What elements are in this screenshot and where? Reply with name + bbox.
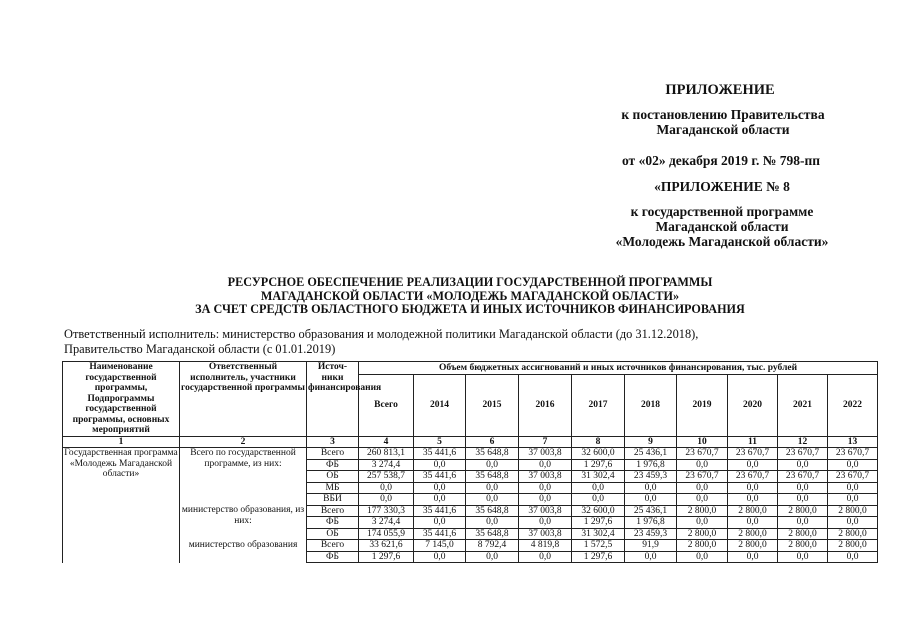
year-value-cell: 2 800,0 — [677, 540, 728, 552]
table-row — [63, 448, 878, 460]
funding-source-cell: ФБ — [307, 459, 359, 471]
year-value-cell: 4 819,8 — [519, 540, 572, 552]
year-value-cell: 35 648,8 — [466, 448, 519, 460]
col-header-year: 2014 — [414, 374, 466, 436]
year-value-cell: 0,0 — [625, 551, 677, 563]
total-value-cell: 1 297,6 — [359, 551, 414, 563]
year-value-cell: 23 459,3 — [625, 471, 677, 483]
responsible-cell: Всего по государственной программе, из них: — [180, 448, 307, 506]
year-value-cell: 0,0 — [466, 459, 519, 471]
year-value-cell: 2 800,0 — [778, 505, 828, 517]
col-header-program: Наименование государственной программы, Подпрограммы государственной программы, основных мероприятий — [63, 362, 180, 437]
year-value-cell: 0,0 — [414, 551, 466, 563]
year-value-cell: 0,0 — [778, 551, 828, 563]
responsible-executor — [64, 327, 698, 357]
year-value-cell: 0,0 — [728, 482, 778, 494]
year-value-cell: 23 670,7 — [778, 471, 828, 483]
year-value-cell: 2 800,0 — [828, 528, 878, 540]
year-value-cell: 0,0 — [519, 517, 572, 529]
column-index-cell: 3 — [307, 436, 359, 448]
program-reference — [605, 204, 839, 249]
total-value-cell: 0,0 — [359, 482, 414, 494]
year-value-cell: 0,0 — [677, 494, 728, 506]
year-value-cell: 0,0 — [519, 551, 572, 563]
year-value-cell: 23 670,7 — [728, 448, 778, 460]
resolution-reference — [608, 107, 838, 137]
col-header-year: 2016 — [519, 374, 572, 436]
year-value-cell: 23 670,7 — [828, 448, 878, 460]
year-value-cell: 23 459,3 — [625, 528, 677, 540]
year-value-cell: 0,0 — [414, 482, 466, 494]
year-value-cell: 37 003,8 — [519, 448, 572, 460]
year-value-cell: 0,0 — [466, 482, 519, 494]
document-title — [170, 276, 770, 317]
funding-source-cell: ФБ — [307, 517, 359, 529]
col-header-year: 2015 — [466, 374, 519, 436]
column-index-cell: 1 — [63, 436, 180, 448]
year-value-cell: 2 800,0 — [728, 505, 778, 517]
year-value-cell: 8 792,4 — [466, 540, 519, 552]
year-value-cell: 23 670,7 — [828, 471, 878, 483]
year-value-cell: 1 976,8 — [625, 517, 677, 529]
year-value-cell: 0,0 — [728, 494, 778, 506]
year-value-cell: 0,0 — [572, 494, 625, 506]
year-value-cell: 0,0 — [414, 517, 466, 529]
col-header-responsible: Ответственный исполнитель, участники государственной программы — [180, 362, 307, 437]
year-value-cell: 2 800,0 — [677, 505, 728, 517]
funding-source-cell: Всего — [307, 448, 359, 460]
total-value-cell: 260 813,1 — [359, 448, 414, 460]
year-value-cell: 31 302,4 — [572, 528, 625, 540]
year-value-cell: 0,0 — [466, 517, 519, 529]
year-value-cell: 1 976,8 — [625, 459, 677, 471]
col-header-year: 2022 — [828, 374, 878, 436]
year-value-cell: 0,0 — [414, 494, 466, 506]
year-value-cell: 0,0 — [728, 551, 778, 563]
year-value-cell: 0,0 — [677, 551, 728, 563]
year-value-cell: 0,0 — [625, 482, 677, 494]
year-value-cell: 2 800,0 — [778, 540, 828, 552]
year-value-cell: 35 648,8 — [466, 528, 519, 540]
resolution-line-2: Магаданской области — [656, 122, 790, 137]
year-value-cell: 0,0 — [466, 551, 519, 563]
year-value-cell: 0,0 — [728, 517, 778, 529]
year-value-cell: 1 572,5 — [572, 540, 625, 552]
col-header-total: Всего — [359, 374, 414, 436]
year-value-cell: 1 297,6 — [572, 551, 625, 563]
col-header-volume: Объем бюджетных ассигнований и иных источников финансирования, тыс. рублей — [359, 362, 878, 375]
year-value-cell: 37 003,8 — [519, 528, 572, 540]
year-value-cell: 32 600,0 — [572, 448, 625, 460]
year-value-cell: 0,0 — [778, 494, 828, 506]
table-row — [63, 505, 878, 517]
total-value-cell: 3 274,4 — [359, 517, 414, 529]
responsible-line-1: Ответственный исполнитель: министерство образования и молодежной политики Магаданской области (до 31.12.2018), — [64, 327, 699, 341]
year-value-cell: 0,0 — [414, 459, 466, 471]
col-header-year: 2019 — [677, 374, 728, 436]
table-header-row-1 — [63, 362, 878, 375]
total-value-cell: 0,0 — [359, 494, 414, 506]
column-index-cell: 4 — [359, 436, 414, 448]
funding-source-cell: Всего — [307, 505, 359, 517]
appendix-8-title: «ПРИЛОЖЕНИЕ № 8 — [654, 179, 790, 194]
year-value-cell: 2 800,0 — [778, 528, 828, 540]
responsible-cell: министерство образования — [180, 540, 307, 563]
column-index-cell: 2 — [180, 436, 307, 448]
column-index-cell: 13 — [828, 436, 878, 448]
responsible-line-2: Правительство Магаданской области (с 01.01.2019) — [64, 342, 336, 356]
year-value-cell: 0,0 — [572, 482, 625, 494]
appendix-title: ПРИЛОЖЕНИЕ — [665, 82, 775, 98]
year-value-cell: 23 670,7 — [677, 448, 728, 460]
year-value-cell: 0,0 — [677, 517, 728, 529]
resource-table — [62, 361, 878, 563]
program-name-cell: Государственная программа «Молодежь Магаданской области» — [63, 448, 180, 563]
year-value-cell: 0,0 — [828, 494, 878, 506]
year-value-cell: 35 648,8 — [466, 471, 519, 483]
title-line-2: МАГАДАНСКОЙ ОБЛАСТИ «МОЛОДЕЖЬ МАГАДАНСКОЙ ОБЛАСТИ» — [260, 288, 680, 303]
column-index-cell: 6 — [466, 436, 519, 448]
year-value-cell: 35 441,6 — [414, 528, 466, 540]
responsible-cell: министерство образования, из них: — [180, 505, 307, 540]
year-value-cell: 35 441,6 — [414, 505, 466, 517]
year-value-cell: 35 441,6 — [414, 471, 466, 483]
year-value-cell: 0,0 — [778, 482, 828, 494]
col-header-year: 2017 — [572, 374, 625, 436]
year-value-cell: 2 800,0 — [728, 540, 778, 552]
year-value-cell: 2 800,0 — [828, 505, 878, 517]
year-value-cell: 91,9 — [625, 540, 677, 552]
program-line-1: к государственной программе — [630, 204, 814, 219]
column-index-cell: 11 — [728, 436, 778, 448]
year-value-cell: 0,0 — [778, 459, 828, 471]
year-value-cell: 35 441,6 — [414, 448, 466, 460]
year-value-cell: 37 003,8 — [519, 505, 572, 517]
total-value-cell: 174 055,9 — [359, 528, 414, 540]
year-value-cell: 31 302,4 — [572, 471, 625, 483]
program-line-2: Магаданской области — [655, 219, 789, 234]
title-line-1: РЕСУРСНОЕ ОБЕСПЕЧЕНИЕ РЕАЛИЗАЦИИ ГОСУДАРСТВЕННОЙ ПРОГРАММЫ — [227, 275, 713, 289]
year-value-cell: 7 145,0 — [414, 540, 466, 552]
column-index-cell: 7 — [519, 436, 572, 448]
year-value-cell: 0,0 — [677, 459, 728, 471]
year-value-cell: 0,0 — [519, 459, 572, 471]
col-header-year: 2020 — [728, 374, 778, 436]
year-value-cell: 0,0 — [728, 459, 778, 471]
year-value-cell: 1 297,6 — [572, 517, 625, 529]
year-value-cell: 2 800,0 — [828, 540, 878, 552]
column-index-cell: 12 — [778, 436, 828, 448]
year-value-cell: 2 800,0 — [728, 528, 778, 540]
year-value-cell: 0,0 — [466, 494, 519, 506]
year-value-cell: 25 436,1 — [625, 505, 677, 517]
col-header-year: 2018 — [625, 374, 677, 436]
year-value-cell: 2 800,0 — [677, 528, 728, 540]
column-index-cell: 10 — [677, 436, 728, 448]
total-value-cell: 3 274,4 — [359, 459, 414, 471]
year-value-cell: 23 670,7 — [728, 471, 778, 483]
funding-source-cell: ОБ — [307, 528, 359, 540]
program-line-3: «Молодежь Магаданской области» — [615, 234, 829, 249]
column-index-row — [63, 436, 878, 448]
resolution-date: от «02» декабря 2019 г. № 798-пп — [621, 153, 820, 168]
year-value-cell: 0,0 — [519, 494, 572, 506]
funding-source-cell: ВБИ — [307, 494, 359, 506]
year-value-cell: 32 600,0 — [572, 505, 625, 517]
funding-source-cell: МБ — [307, 482, 359, 494]
col-header-year: 2021 — [778, 374, 828, 436]
year-value-cell: 1 297,6 — [572, 459, 625, 471]
year-value-cell: 25 436,1 — [625, 448, 677, 460]
year-value-cell: 35 648,8 — [466, 505, 519, 517]
year-value-cell: 0,0 — [828, 459, 878, 471]
total-value-cell: 257 538,7 — [359, 471, 414, 483]
year-value-cell: 23 670,7 — [778, 448, 828, 460]
year-value-cell: 0,0 — [828, 482, 878, 494]
funding-source-cell: ФБ — [307, 551, 359, 563]
resolution-line-1: к постановлению Правительства — [621, 107, 825, 122]
year-value-cell: 23 670,7 — [677, 471, 728, 483]
year-value-cell: 0,0 — [778, 517, 828, 529]
title-line-3: ЗА СЧЕТ СРЕДСТВ ОБЛАСТНОГО БЮДЖЕТА И ИНЫХ ИСТОЧНИКОВ ФИНАНСИРОВАНИЯ — [195, 302, 745, 317]
total-value-cell: 177 330,3 — [359, 505, 414, 517]
year-value-cell: 0,0 — [828, 551, 878, 563]
year-value-cell: 0,0 — [519, 482, 572, 494]
funding-source-cell: ОБ — [307, 471, 359, 483]
column-index-cell: 8 — [572, 436, 625, 448]
year-value-cell: 0,0 — [677, 482, 728, 494]
funding-source-cell: Всего — [307, 540, 359, 552]
col-header-source: Источ-ники финансирования — [307, 362, 359, 437]
table-row — [63, 540, 878, 552]
year-value-cell: 0,0 — [828, 517, 878, 529]
year-value-cell: 37 003,8 — [519, 471, 572, 483]
column-index-cell: 9 — [625, 436, 677, 448]
year-value-cell: 0,0 — [625, 494, 677, 506]
total-value-cell: 33 621,6 — [359, 540, 414, 552]
column-index-cell: 5 — [414, 436, 466, 448]
